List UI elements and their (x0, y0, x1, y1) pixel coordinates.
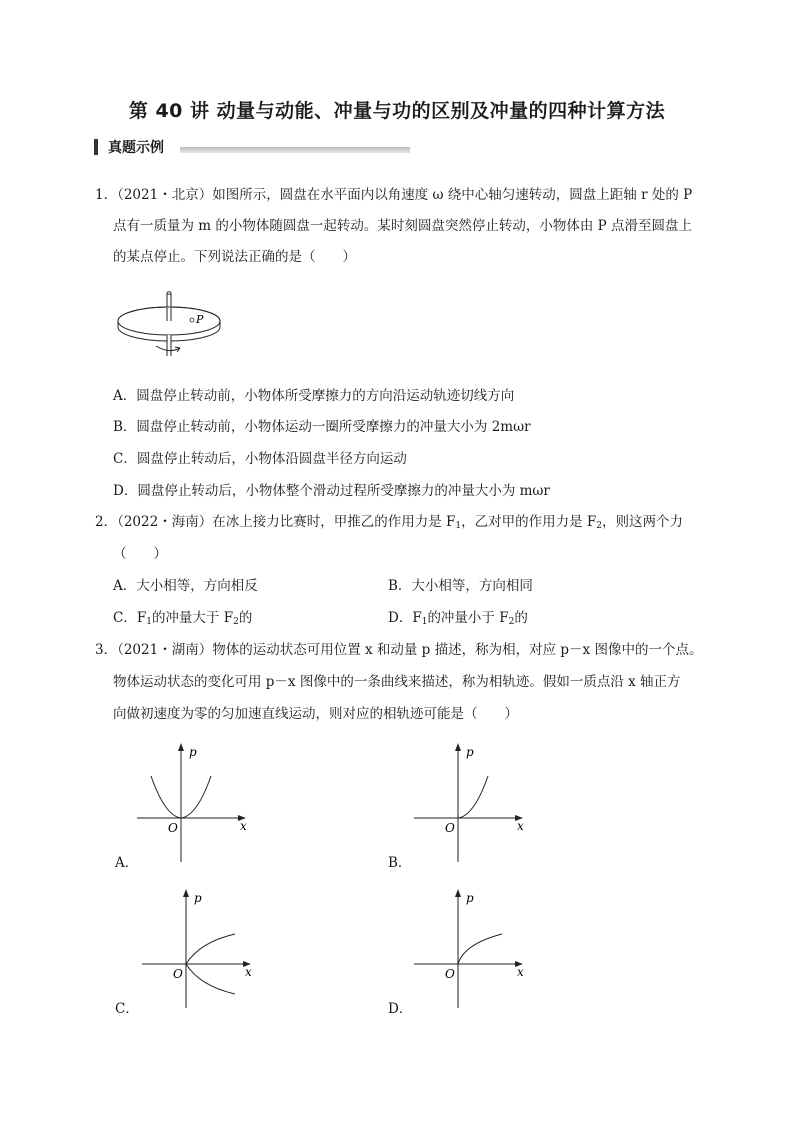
q3-graph-b-axis-x: x (517, 819, 524, 833)
section-marker (94, 139, 98, 155)
q3-line3: 向做初速度为零的匀加速直线运动，则对应的相轨迹可能是（ ） (113, 706, 518, 722)
q3-graph-d-label: D． (388, 1001, 413, 1017)
q1-line2: 点有一质量为 m 的小物体随圆盘一起转动。某时刻圆盘突然停止转动，小物体由 P 点滑至圆盘上 (113, 218, 693, 234)
q3-graph-a-origin: O (168, 821, 178, 835)
q3-graph-d (412, 886, 532, 1011)
q2-option-d: D．$F_1$的冲量小于 $F_2$的 (388, 610, 528, 627)
q3-graph-c-label: C． (115, 1001, 139, 1017)
page-title: 第 40 讲 动量与动能、冲量与功的区别及冲量的四种计算方法 (128, 100, 666, 122)
q1-option-c: C．圆盘停止转动后，小物体沿圆盘半径方向运动 (113, 451, 407, 467)
q1-option-b: B．圆盘停止转动前，小物体运动一圈所受摩擦力的冲量大小为 2mωr (113, 419, 531, 435)
q1-line1: 1．（2021・北京）如图所示，圆盘在水平面内以角速度 ω 绕中心轴匀速转动，圆盘上距轴 r 处的 P (95, 187, 693, 203)
q1-option-d: D．圆盘停止转动后，小物体整个滑动过程所受摩擦力的冲量大小为 mωr (113, 483, 550, 499)
q3-graph-a (135, 740, 255, 865)
section-label: 真题示例 (108, 140, 164, 156)
q3-line1: 3．（2021・湖南）物体的运动状态可用位置 x 和动量 p 描述，称为相，对应 p－x 图像中的一个点。 (95, 642, 703, 658)
q1-option-a: A．圆盘停止转动前，小物体所受摩擦力的方向沿运动轨迹切线方向 (113, 388, 515, 404)
q3-graph-a-axis-y: p (189, 745, 197, 759)
q2-option-c: C．$F_1$的冲量大于 $F_2$的 (113, 610, 253, 627)
q3-line2: 物体运动状态的变化可用 p－x 图像中的一条曲线来描述，称为相轨迹。假如一质点沿 x 轴正方 (113, 674, 681, 690)
q3-graph-d-axis-x: x (517, 965, 524, 979)
q3-graph-c (140, 886, 260, 1011)
q3-graph-b-label: B． (388, 855, 412, 871)
q3-graph-d-axis-y: p (466, 891, 474, 905)
q3-graph-c-axis-y: p (194, 891, 202, 905)
q3-graph-d-origin: O (445, 967, 455, 981)
q3-graph-c-origin: O (173, 967, 183, 981)
q3-graph-a-axis-x: x (240, 819, 247, 833)
q3-graph-c-axis-x: x (245, 965, 252, 979)
q3-graph-b (412, 740, 532, 865)
q2-option-a: A．大小相等，方向相反 (113, 578, 258, 594)
section-divider (180, 147, 410, 153)
q2-line2: （ ） (113, 546, 167, 562)
q3-graph-b-axis-y: p (466, 745, 474, 759)
q1-disc-figure (112, 288, 232, 360)
q2-line1: 2．（2022・海南）在冰上接力比赛时，甲推乙的作用力是 $F_1$，乙对甲的作用力是 $F_2$，则这两个力 (95, 514, 683, 531)
q2-option-b: B．大小相等，方向相同 (388, 578, 533, 594)
q3-graph-a-label: A． (115, 855, 139, 871)
q3-graph-b-origin: O (445, 821, 455, 835)
q1-figure-point-label: P (196, 313, 204, 326)
q1-line3: 的某点停止。下列说法正确的是（ ） (113, 249, 356, 265)
